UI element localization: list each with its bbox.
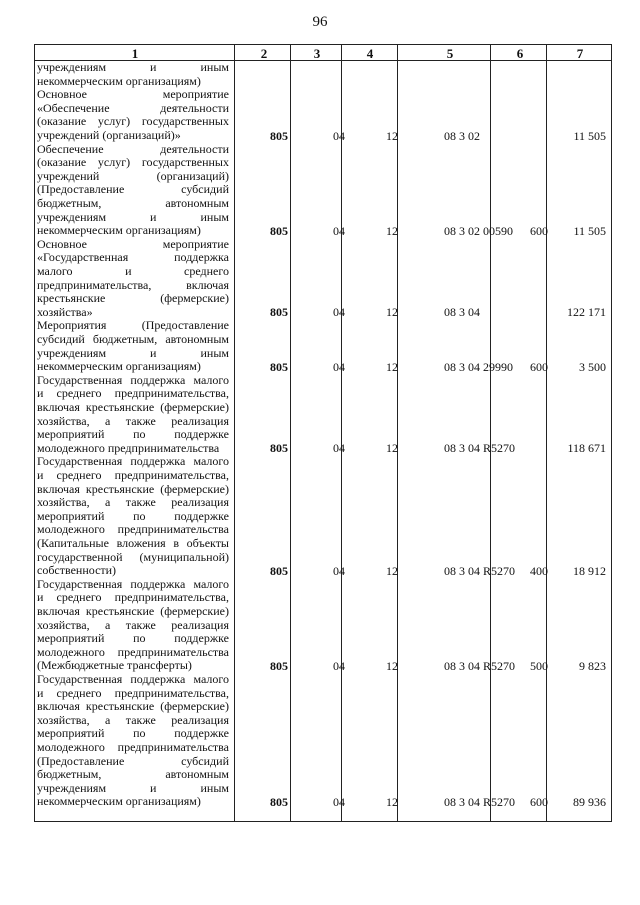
row-amount: 3 500 [579, 359, 606, 374]
header-col-3: 3 [313, 46, 321, 61]
row-subsection: 12 [386, 795, 398, 809]
description-line: Обеспечение деятельности [37, 141, 229, 156]
row-target-article: 08 3 04 R5270 [444, 441, 516, 456]
row-subsection: 12 [386, 563, 398, 578]
row-target-article: 08 3 04 R5270 [444, 563, 516, 578]
description-line: молодежного предпринимательства [37, 739, 229, 754]
row-amount: 118 671 [567, 441, 606, 456]
header-col-2: 2 [260, 46, 268, 61]
description-line: и среднего предпринимательства, [37, 467, 229, 482]
row-description [37, 143, 229, 238]
header-col-1: 1 [131, 46, 139, 61]
row-amount: 18 912 [573, 563, 606, 578]
description-line: мероприятий по поддержке [37, 427, 229, 442]
row-section: 04 [333, 305, 345, 320]
row-section: 04 [333, 128, 345, 143]
table-row [34, 88, 612, 142]
description-line: учреждениям и иным [37, 60, 229, 74]
description-line: бюджетным, автономным [37, 195, 229, 210]
row-target-article: 08 3 04 29990 [444, 359, 513, 374]
description-line: (оказание услуг) государственных [37, 114, 229, 129]
row-code: 805 [270, 128, 288, 143]
description-line: (оказание услуг) государственных [37, 155, 229, 170]
row-expense-type: 600 [530, 359, 548, 374]
row-amount: 11 505 [573, 223, 606, 238]
row-section: 04 [333, 441, 345, 456]
row-target-article: 08 3 02 [444, 128, 480, 143]
description-line: некоммерческим организациям) [37, 794, 201, 809]
description-line: (Межбюджетные трансферты) [37, 658, 192, 673]
description-line: Государственная поддержка малого [37, 576, 229, 591]
row-section: 04 [333, 359, 345, 374]
row-description [37, 374, 229, 456]
row-subsection: 12 [386, 128, 398, 143]
description-line: учреждениям и иным [37, 209, 229, 224]
description-line: Государственная поддержка малого [37, 372, 229, 387]
row-code: 805 [270, 305, 288, 320]
header-col-7: 7 [576, 46, 584, 61]
row-section: 04 [333, 658, 345, 673]
row-expense-type: 600 [530, 223, 548, 238]
description-line: включая крестьянские (фермерские) [37, 603, 229, 618]
header-col-4: 4 [366, 46, 374, 61]
description-line: Основное мероприятие [37, 236, 229, 251]
row-code: 805 [270, 658, 288, 673]
row-code: 805 [270, 795, 288, 809]
description-line: учреждениям и иным [37, 780, 229, 795]
table-row [34, 374, 612, 456]
description-line: некоммерческим организациям) [37, 359, 201, 374]
description-line: малого и среднего [37, 263, 229, 278]
description-line: молодежного предпринимательства [37, 522, 229, 537]
page-number: 96 [312, 14, 328, 30]
row-target-article: 08 3 02 00590 [444, 223, 513, 238]
description-line: некоммерческим организациям) [37, 223, 201, 238]
description-line: хозяйства, а также реализация [37, 413, 229, 428]
row-code: 805 [270, 223, 288, 238]
row-description [37, 578, 229, 673]
row-subsection: 12 [386, 658, 398, 673]
description-line: Государственная поддержка малого [37, 672, 229, 686]
description-line: мероприятий по поддержке [37, 631, 229, 646]
description-line: хозяйства, а также реализация [37, 617, 229, 632]
table-header [34, 44, 612, 61]
description-line: и среднего предпринимательства, [37, 386, 229, 401]
description-line: хозяйства, а также реализация [37, 712, 229, 727]
description-line: и среднего предпринимательства, [37, 590, 229, 605]
row-target-article: 08 3 04 R5270 [444, 795, 516, 809]
row-description [37, 455, 229, 577]
table-row [34, 319, 612, 373]
row-target-article: 08 3 04 [444, 305, 480, 320]
row-description [37, 61, 229, 88]
description-line: включая крестьянские (фермерские) [37, 699, 229, 714]
description-line: «Обеспечение деятельности [37, 100, 229, 115]
description-line: «Государственная поддержка [37, 250, 229, 265]
description-line: молодежного предпринимательства [37, 644, 229, 659]
table-row [34, 143, 612, 238]
row-subsection: 12 [386, 305, 398, 320]
header-col-6: 6 [516, 46, 524, 61]
row-code: 805 [270, 563, 288, 578]
row-description [37, 673, 229, 809]
description-line: молодежного предпринимательства [37, 440, 220, 455]
row-code: 805 [270, 359, 288, 374]
description-line: (Предоставление субсидий [37, 753, 229, 768]
description-line: субсидий бюджетным, автономным [37, 331, 229, 346]
description-line: мероприятий по поддержке [37, 508, 229, 523]
description-line: включая крестьянские (фермерские) [37, 481, 229, 496]
row-section: 04 [333, 563, 345, 578]
row-amount: 11 505 [573, 128, 606, 143]
row-target-article: 08 3 04 R5270 [444, 658, 516, 673]
description-line: учреждениям и иным [37, 345, 229, 360]
description-line: и среднего предпринимательства, [37, 685, 229, 700]
header-col-5: 5 [446, 46, 454, 61]
description-line: Государственная поддержка малого [37, 454, 229, 469]
description-line: некоммерческим организациям) [37, 73, 201, 88]
row-subsection: 12 [386, 441, 398, 456]
row-description [37, 238, 229, 320]
row-code: 805 [270, 441, 288, 456]
row-section: 04 [333, 795, 345, 809]
description-line: хозяйства» [37, 304, 93, 319]
description-line: хозяйства, а также реализация [37, 495, 229, 510]
table-row [34, 673, 612, 809]
description-line: бюджетным, автономным [37, 767, 229, 782]
description-line: учреждений (организаций) [37, 168, 229, 183]
table-row [34, 61, 612, 88]
row-section: 04 [333, 223, 345, 238]
table-row [34, 455, 612, 577]
description-line: собственности) [37, 563, 117, 578]
row-expense-type: 500 [530, 658, 548, 673]
description-line: крестьянские (фермерские) [37, 291, 229, 306]
row-amount: 122 171 [567, 305, 606, 320]
row-subsection: 12 [386, 359, 398, 374]
table-row [34, 238, 612, 320]
description-line: Мероприятия (Предоставление [37, 318, 229, 333]
description-line: (Капитальные вложения в объекты [37, 535, 229, 550]
row-subsection: 12 [386, 223, 398, 238]
row-amount: 89 936 [573, 795, 606, 809]
row-expense-type: 600 [530, 795, 548, 809]
description-line: Основное мероприятие [37, 87, 229, 102]
row-description [37, 88, 229, 142]
description-line: предпринимательства, включая [37, 277, 229, 292]
description-line: (Предоставление субсидий [37, 182, 229, 197]
table-row [34, 578, 612, 673]
row-description [37, 319, 229, 373]
row-amount: 9 823 [579, 658, 606, 673]
description-line: включая крестьянские (фермерские) [37, 399, 229, 414]
description-line: мероприятий по поддержке [37, 726, 229, 741]
description-line: учреждений (организаций)» [37, 127, 181, 142]
description-line: государственной (муниципальной) [37, 549, 229, 564]
row-expense-type: 400 [530, 563, 548, 578]
